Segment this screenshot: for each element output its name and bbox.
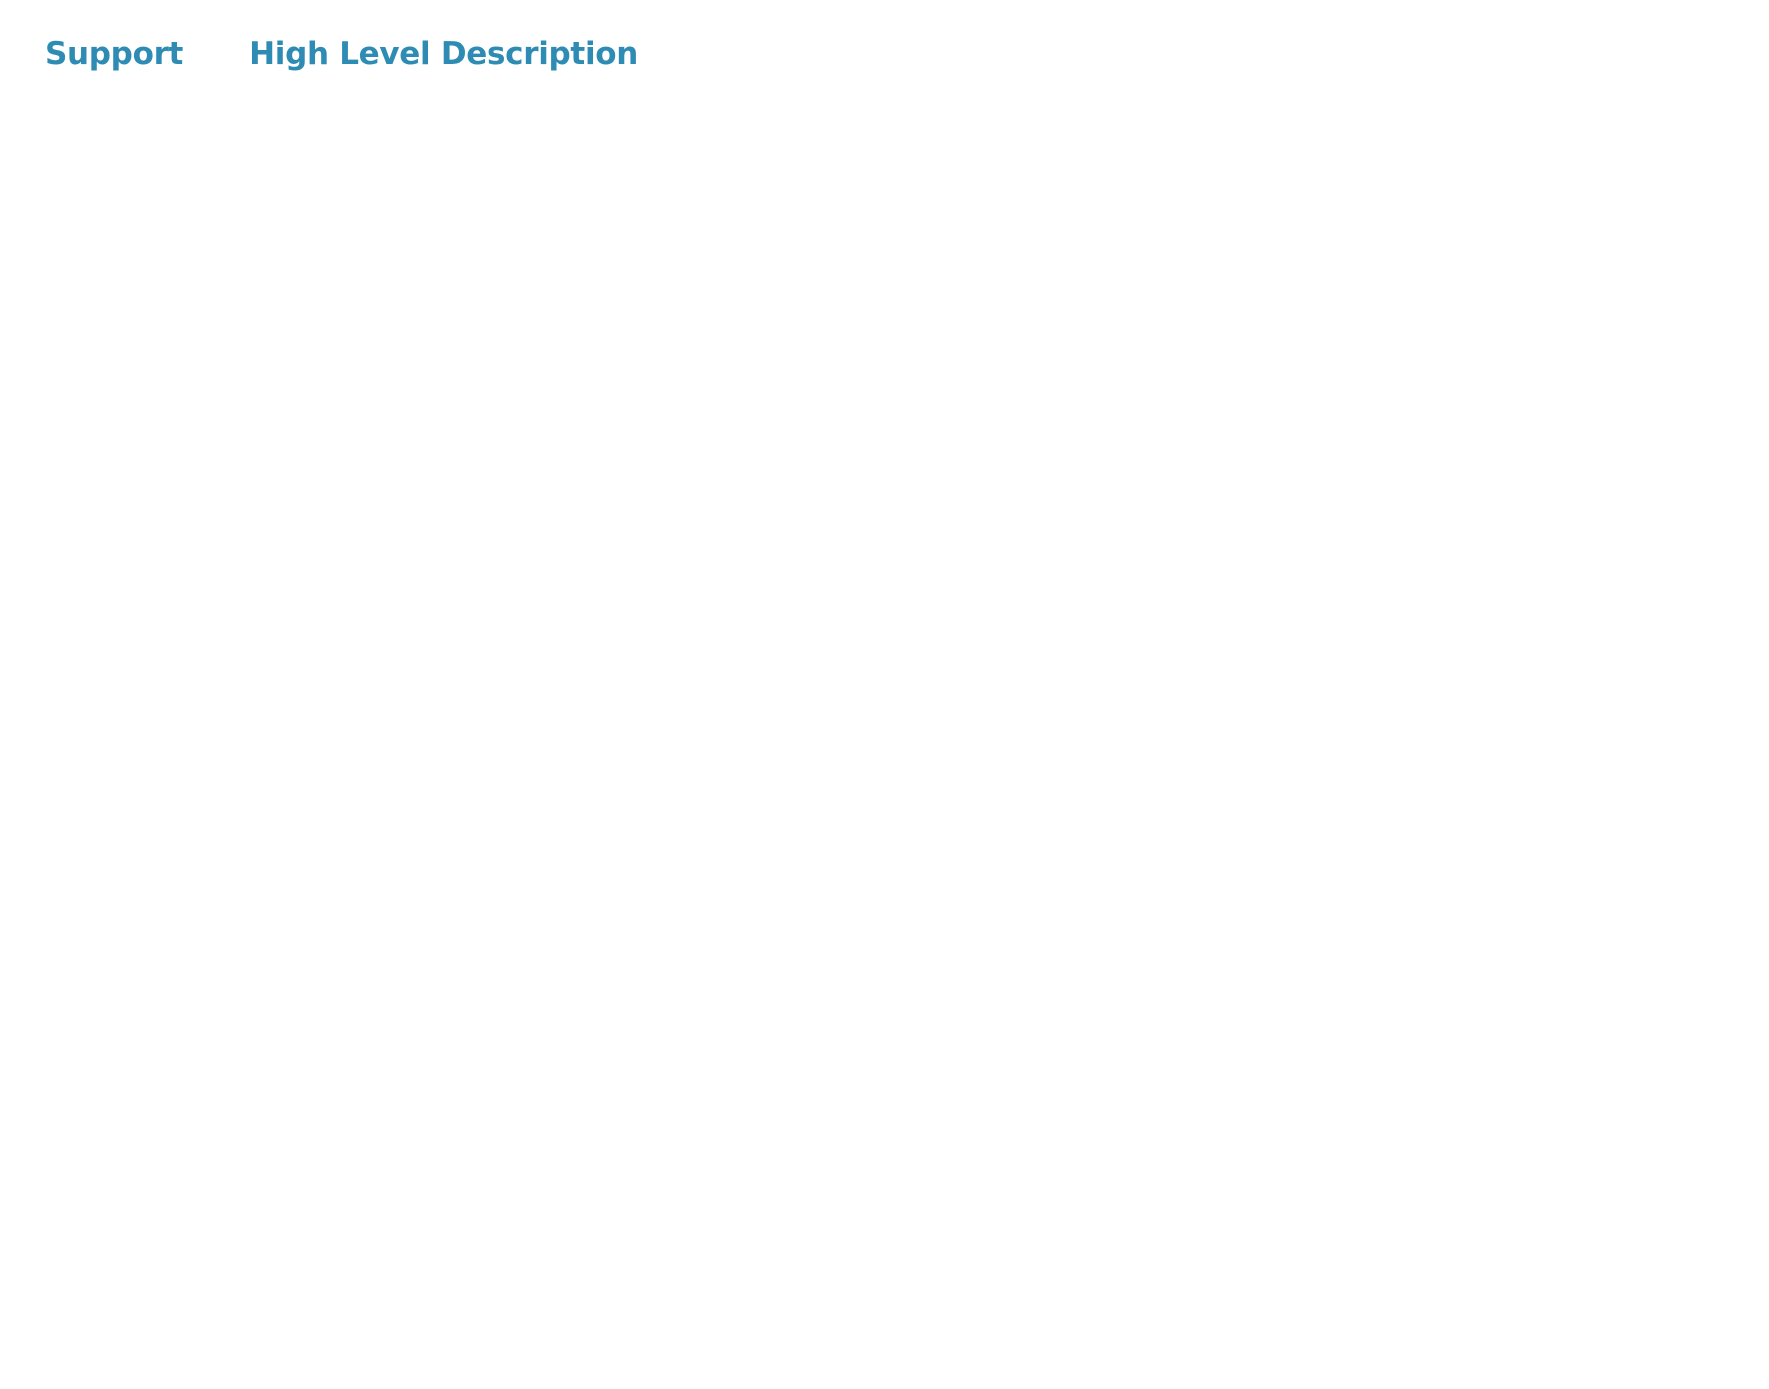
section-label: Support — [45, 36, 184, 72]
page-header — [45, 36, 638, 73]
content-area — [0, 100, 1769, 1389]
page-title: High Level Description — [249, 36, 639, 72]
